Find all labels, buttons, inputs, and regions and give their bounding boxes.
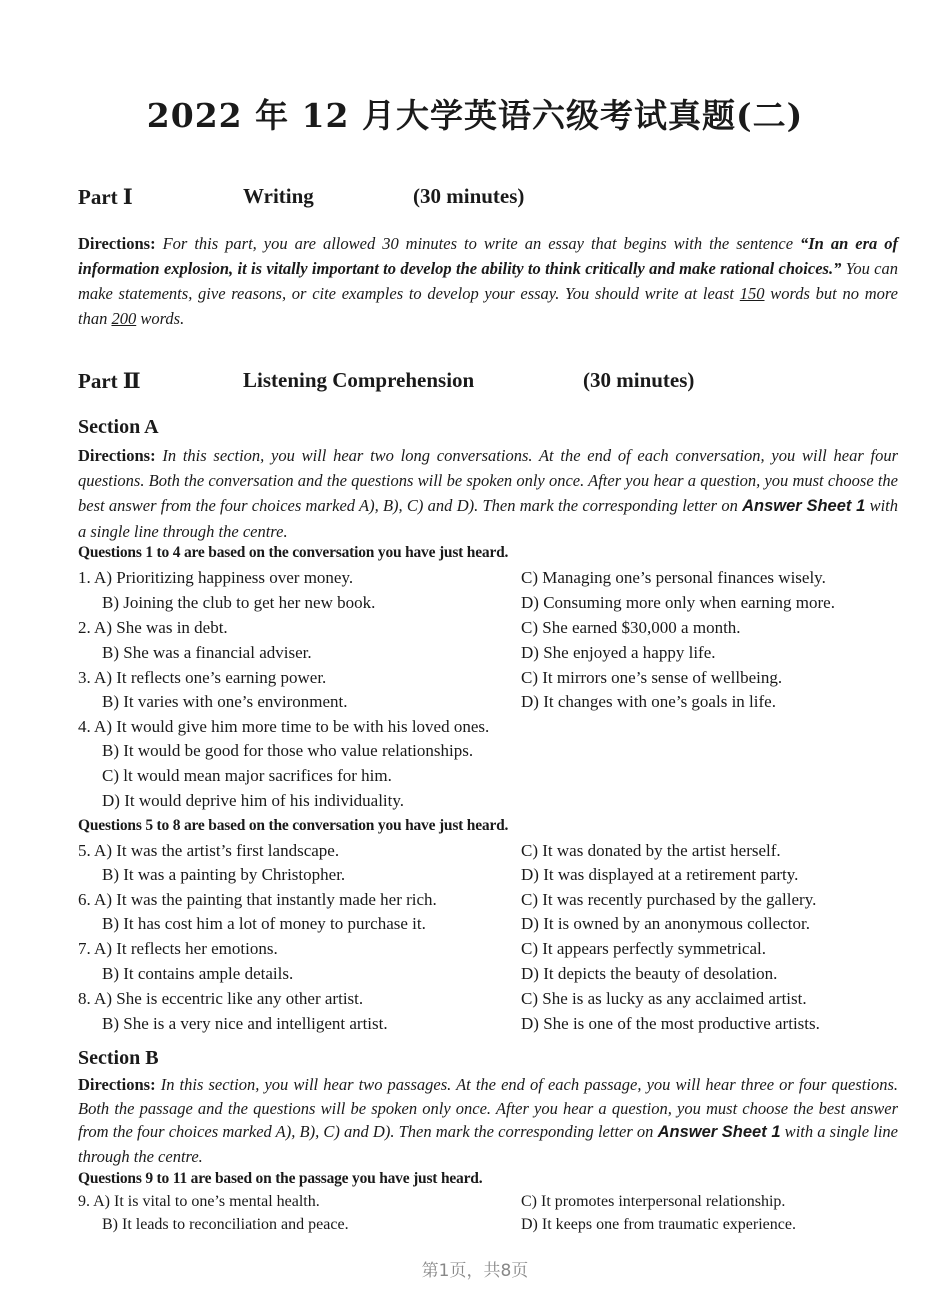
q7-option-b: B) It contains ample details. <box>102 964 294 983</box>
directions-label: Directions: <box>78 234 156 253</box>
q7-option-a: 7. A) It reflects her emotions. <box>78 939 278 958</box>
part1-label: Part Ⅰ <box>78 185 133 209</box>
q7-option-c: C) It appears perfectly symmetrical. <box>521 939 766 958</box>
page-number: 第1页，共8页 <box>421 1261 529 1281</box>
part2-name: Listening Comprehension <box>243 368 475 392</box>
section-b-directions <box>78 1073 898 1168</box>
directions-label: Directions: <box>78 1075 156 1094</box>
min-words: 150 <box>739 284 765 303</box>
directions-text: words. <box>136 309 185 328</box>
answer-sheet-ref: Answer Sheet 1 <box>742 497 866 515</box>
essay-prompt: “In an era of information explosion, it is vitally important to develop the ability to think critically and make rational choices.” <box>78 234 898 278</box>
questions-1-4-heading: Questions 1 to 4 are based on the conversation you have just heard. <box>78 544 509 561</box>
q9-option-a: 9. A) It is vital to one’s mental health. <box>78 1193 320 1210</box>
page-title: 2022 年 12 月大学英语六级考试真题(二) <box>146 96 804 135</box>
q2-option-b: B) She was a financial adviser. <box>102 643 312 662</box>
part1-time: (30 minutes) <box>413 184 525 208</box>
q5-option-b: B) It was a painting by Christopher. <box>102 865 346 884</box>
q7-option-d: D) It depicts the beauty of desolation. <box>521 964 778 983</box>
directions-text: For this part, you are allowed 30 minutes to write an essay that begins with the sentence <box>155 234 801 253</box>
answer-sheet-ref: Answer Sheet 1 <box>657 1123 781 1141</box>
q5-option-d: D) It was displayed at a retirement party. <box>521 865 799 884</box>
q4-option-b: B) It would be good for those who value relationships. <box>102 741 474 760</box>
directions-text: with a single line through the centre. <box>78 496 898 541</box>
q1-option-c: C) Managing one’s personal finances wisely. <box>521 568 826 587</box>
q1-option-d: D) Consuming more only when earning more. <box>521 593 835 612</box>
q6-option-a: 6. A) It was the painting that instantly made her rich. <box>78 890 437 909</box>
q2-option-a: 2. A) She was in debt. <box>78 618 228 637</box>
max-words: 200 <box>111 309 137 328</box>
q8-option-c: C) She is as lucky as any acclaimed artist. <box>521 989 807 1008</box>
q8-option-d: D) She is one of the most productive artists. <box>521 1014 820 1033</box>
directions-label: Directions: <box>78 446 156 465</box>
q6-option-c: C) It was recently purchased by the gallery. <box>521 890 817 909</box>
q8-option-a: 8. A) She is eccentric like any other artist. <box>78 989 364 1008</box>
directions-text: You can make statements, give reasons, or cite examples to develop your essay. You should write at least <box>78 259 898 303</box>
q4-option-c: C) lt would mean major sacrifices for him. <box>102 766 392 785</box>
q9-option-b: B) It leads to reconciliation and peace. <box>102 1216 349 1233</box>
questions-9-11-heading: Questions 9 to 11 are based on the passage you have just heard. <box>78 1170 483 1187</box>
q3-option-c: C) It mirrors one’s sense of wellbeing. <box>521 668 783 687</box>
directions-text: with a single line through the centre. <box>78 1122 898 1166</box>
part1-directions <box>78 231 898 331</box>
part2-time: (30 minutes) <box>583 368 695 392</box>
q9-option-d: D) It keeps one from traumatic experience. <box>521 1216 796 1233</box>
q4-option-d: D) It would deprive him of his individuality. <box>102 791 405 810</box>
part1-name: Writing <box>243 184 314 208</box>
q2-option-d: D) She enjoyed a happy life. <box>521 643 716 662</box>
q9-option-c: C) It promotes interpersonal relationship. <box>521 1193 786 1210</box>
q5-option-a: 5. A) It was the artist’s first landscape. <box>78 841 340 860</box>
q3-option-b: B) It varies with one’s environment. <box>102 692 348 711</box>
q6-option-d: D) It is owned by an anonymous collector. <box>521 914 810 933</box>
section-a-title: Section A <box>78 416 159 438</box>
directions-text: In this section, you will hear two passages. At the end of each passage, you will hear three or four questions. Both the passage and the questions will be spoken only once. After you hear a question, you must choose the best answer from the four choices marked A), B), C) and D). Then mark the corresponding letter on <box>78 1075 898 1141</box>
q3-option-d: D) It changes with one’s goals in life. <box>521 692 776 711</box>
q2-option-c: C) She earned $30,000 a month. <box>521 618 741 637</box>
q1-option-a: 1. A) Prioritizing happiness over money. <box>78 568 354 587</box>
section-b-title: Section B <box>78 1047 159 1069</box>
q6-option-b: B) It has cost him a lot of money to purchase it. <box>102 914 426 933</box>
q5-option-c: C) It was donated by the artist herself. <box>521 841 781 860</box>
section-a-directions <box>78 443 898 544</box>
directions-text: In this section, you will hear two long conversations. At the end of each conversation, you will hear four questions. Both the conversation and the questions will be spoken only once. After you hear a question, you must choose the best answer from the four choices marked A), B), C) and D). Then mark the corresponding letter on <box>78 446 898 515</box>
directions-text: words but no more than <box>78 284 898 328</box>
part2-label: Part Ⅱ <box>78 369 141 393</box>
questions-5-8-heading: Questions 5 to 8 are based on the conversation you have just heard. <box>78 817 509 834</box>
q4-option-a: 4. A) It would give him more time to be with his loved ones. <box>78 717 490 736</box>
q8-option-b: B) She is a very nice and intelligent artist. <box>102 1014 388 1033</box>
q1-option-b: B) Joining the club to get her new book. <box>102 593 376 612</box>
q3-option-a: 3. A) It reflects one’s earning power. <box>78 668 327 687</box>
